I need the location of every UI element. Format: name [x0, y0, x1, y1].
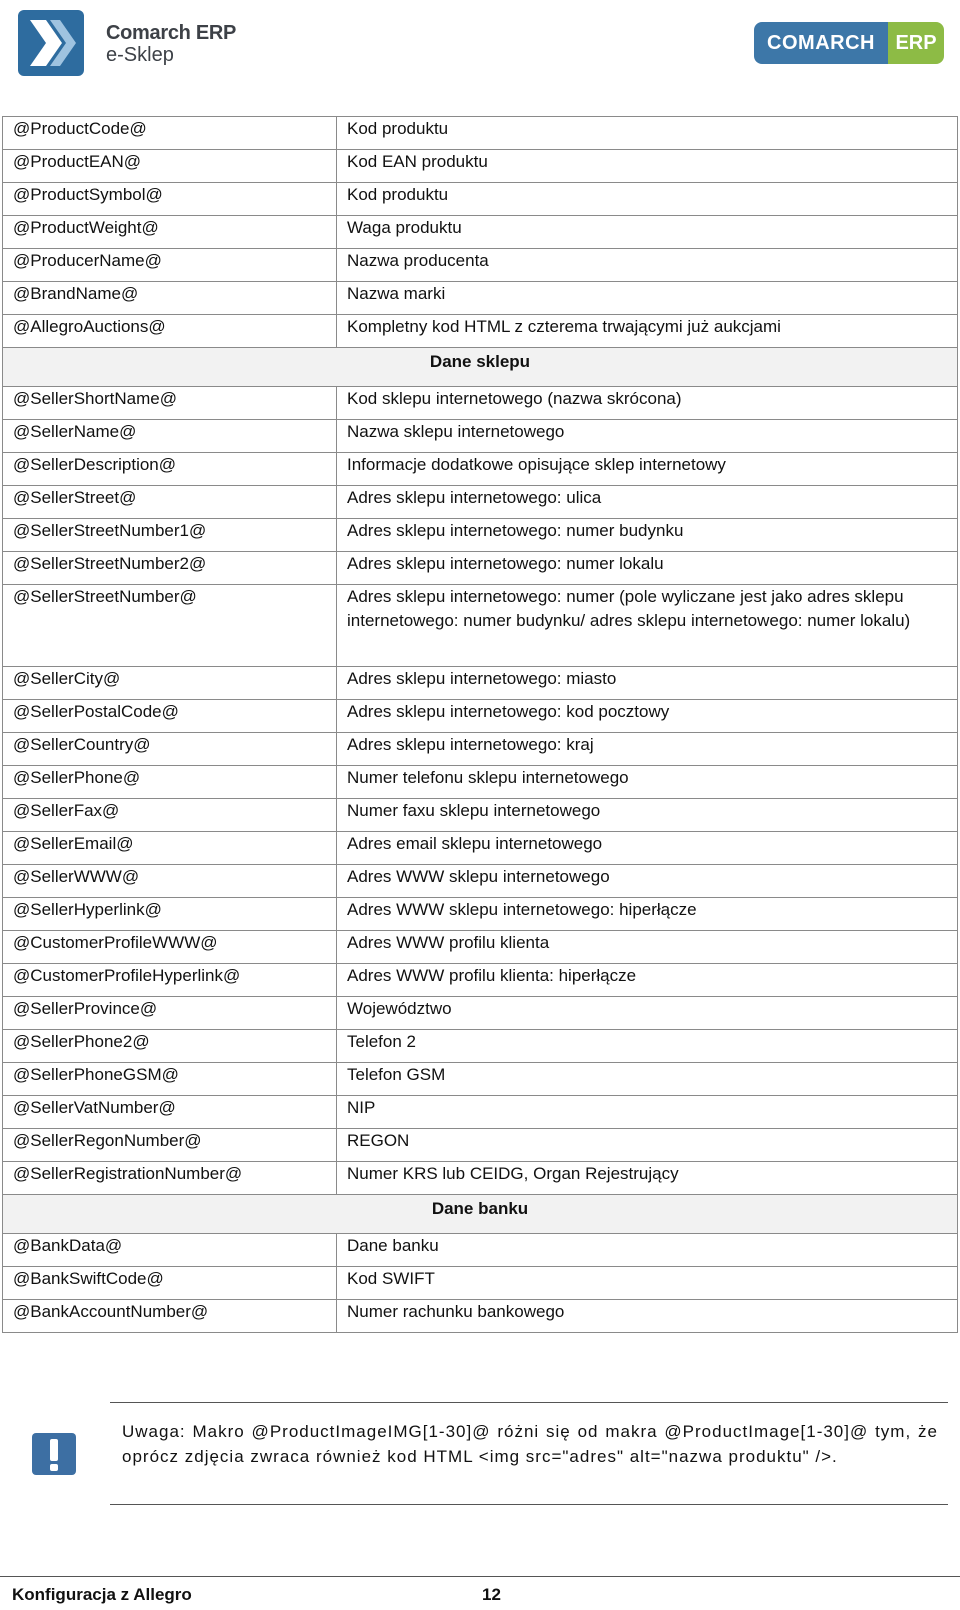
note-text: Uwaga: Makro @ProductImageIMG[1-30]@ różni się od makra @ProductImage[1-30]@ tym, że oprócz zdjęcia zwraca również kod HTML <img src="adres" alt="nazwa produktu" />.: [122, 1422, 938, 1466]
description-cell: Adres sklepu internetowego: numer (pole wyliczane jest jako adres sklepu internetowego: numer budynku/ adres sklepu internetowego: numer lokalu): [337, 585, 958, 667]
table-row: [3, 387, 958, 420]
macro-cell: @SellerPostalCode@: [3, 700, 337, 733]
macro-cell: @SellerPhoneGSM@: [3, 1063, 337, 1096]
macro-cell: @SellerWWW@: [3, 865, 337, 898]
macro-cell: @SellerProvince@: [3, 997, 337, 1030]
macro-cell: @SellerPhone2@: [3, 1030, 337, 1063]
description-cell: REGON: [337, 1129, 958, 1162]
macro-cell: @SellerFax@: [3, 799, 337, 832]
description-cell: Adres WWW sklepu internetowego: [337, 865, 958, 898]
table-row: [3, 183, 958, 216]
table-row: [3, 667, 958, 700]
description-cell: Telefon GSM: [337, 1063, 958, 1096]
macro-cell: @BankSwiftCode@: [3, 1267, 337, 1300]
exclamation-icon: [30, 1429, 78, 1477]
description-cell: Kod sklepu internetowego (nazwa skrócona): [337, 387, 958, 420]
macro-cell: @ProductWeight@: [3, 216, 337, 249]
macro-cell: @SellerPhone@: [3, 766, 337, 799]
logo-subtitle: e-Sklep: [106, 44, 174, 66]
page-header: [0, 0, 960, 90]
table-row: [3, 1162, 958, 1195]
macro-cell: @ProducerName@: [3, 249, 337, 282]
macro-cell: @ProductCode@: [3, 117, 337, 150]
table-row: [3, 315, 958, 348]
description-cell: Kod produktu: [337, 117, 958, 150]
footer-title: Konfiguracja z Allegro: [12, 1585, 192, 1604]
description-cell: Waga produktu: [337, 216, 958, 249]
description-cell: Dane banku: [337, 1234, 958, 1267]
table-row: [3, 249, 958, 282]
table-row: [3, 832, 958, 865]
section-heading: Dane banku: [3, 1195, 958, 1234]
logo-title: Comarch ERP: [106, 22, 237, 44]
table-row: [3, 1030, 958, 1063]
description-cell: Kompletny kod HTML z czterema trwającymi już aukcjami: [337, 315, 958, 348]
description-cell: Nazwa producenta: [337, 249, 958, 282]
macro-cell: @SellerCity@: [3, 667, 337, 700]
description-cell: Informacje dodatkowe opisujące sklep internetowy: [337, 453, 958, 486]
description-cell: Adres email sklepu internetowego: [337, 832, 958, 865]
table-row: [3, 1096, 958, 1129]
macro-cell: @ProductEAN@: [3, 150, 337, 183]
section-row-shop: [3, 348, 958, 387]
description-cell: Kod SWIFT: [337, 1267, 958, 1300]
macro-cell: @CustomerProfileHyperlink@: [3, 964, 337, 997]
description-cell: Adres WWW sklepu internetowego: hiperłącze: [337, 898, 958, 931]
description-cell: Adres sklepu internetowego: numer budynku: [337, 519, 958, 552]
comarch-erp-brand-logo: [754, 22, 944, 64]
macro-cell: @BankData@: [3, 1234, 337, 1267]
description-cell: Adres sklepu internetowego: kod pocztowy: [337, 700, 958, 733]
description-cell: Adres sklepu internetowego: ulica: [337, 486, 958, 519]
macro-cell: @SellerShortName@: [3, 387, 337, 420]
table-row: [3, 931, 958, 964]
macro-cell: @AllegroAuctions@: [3, 315, 337, 348]
table-row: [3, 486, 958, 519]
description-cell: Numer rachunku bankowego: [337, 1300, 958, 1333]
macro-cell: @SellerDescription@: [3, 453, 337, 486]
table-row: [3, 453, 958, 486]
macro-cell: @SellerRegonNumber@: [3, 1129, 337, 1162]
table-row: [3, 865, 958, 898]
macro-cell: @BankAccountNumber@: [3, 1300, 337, 1333]
description-cell: Telefon 2: [337, 1030, 958, 1063]
macro-cell: @CustomerProfileWWW@: [3, 931, 337, 964]
macro-cell: @SellerStreetNumber1@: [3, 519, 337, 552]
logo-text: [106, 22, 236, 66]
section-row-bank: [3, 1195, 958, 1234]
table-row: [3, 733, 958, 766]
description-cell: Numer faxu sklepu internetowego: [337, 799, 958, 832]
table-row: [3, 898, 958, 931]
table-row: [3, 1300, 958, 1333]
macro-cell: @SellerName@: [3, 420, 337, 453]
comarch-erp-esklep-logo: [16, 8, 256, 80]
description-cell: Adres sklepu internetowego: numer lokalu: [337, 552, 958, 585]
description-cell: Adres WWW profilu klienta: [337, 931, 958, 964]
table-row: [3, 964, 958, 997]
macro-cell: @SellerCountry@: [3, 733, 337, 766]
macro-cell: @BrandName@: [3, 282, 337, 315]
macro-cell: @SellerVatNumber@: [3, 1096, 337, 1129]
table-row: [3, 585, 958, 667]
table-row: [3, 420, 958, 453]
table-row: [3, 799, 958, 832]
description-cell: Kod EAN produktu: [337, 150, 958, 183]
table-row: [3, 1267, 958, 1300]
macro-cell: @SellerStreetNumber@: [3, 585, 337, 667]
page-number: 12: [482, 1585, 501, 1604]
description-cell: Województwo: [337, 997, 958, 1030]
description-cell: Numer telefonu sklepu internetowego: [337, 766, 958, 799]
description-cell: Kod produktu: [337, 183, 958, 216]
table-row: [3, 1063, 958, 1096]
esklep-logo-icon: [16, 8, 86, 78]
macro-cell: @SellerHyperlink@: [3, 898, 337, 931]
brand-erp: ERP: [888, 22, 944, 64]
description-cell: Numer KRS lub CEIDG, Organ Rejestrujący: [337, 1162, 958, 1195]
table-row: [3, 552, 958, 585]
macro-cell: @SellerEmail@: [3, 832, 337, 865]
description-cell: Adres sklepu internetowego: kraj: [337, 733, 958, 766]
page-footer: [0, 1576, 960, 1610]
macro-cell: @SellerRegistrationNumber@: [3, 1162, 337, 1195]
description-cell: Nazwa marki: [337, 282, 958, 315]
section-heading: Dane sklepu: [3, 348, 958, 387]
macro-cell: @SellerStreet@: [3, 486, 337, 519]
table-row: [3, 997, 958, 1030]
macro-cell: @ProductSymbol@: [3, 183, 337, 216]
brand-comarch: COMARCH: [754, 22, 888, 64]
note-box: [110, 1402, 948, 1505]
description-cell: Nazwa sklepu internetowego: [337, 420, 958, 453]
table-row: [3, 519, 958, 552]
table-row: [3, 700, 958, 733]
table-row: [3, 216, 958, 249]
table-row: [3, 1234, 958, 1267]
table-row: [3, 1129, 958, 1162]
macro-cell: @SellerStreetNumber2@: [3, 552, 337, 585]
description-cell: Adres sklepu internetowego: miasto: [337, 667, 958, 700]
table-row: [3, 282, 958, 315]
table-row: [3, 150, 958, 183]
macros-table: [2, 116, 958, 1333]
table-row: [3, 117, 958, 150]
description-cell: Adres WWW profilu klienta: hiperłącze: [337, 964, 958, 997]
table-row: [3, 766, 958, 799]
description-cell: NIP: [337, 1096, 958, 1129]
